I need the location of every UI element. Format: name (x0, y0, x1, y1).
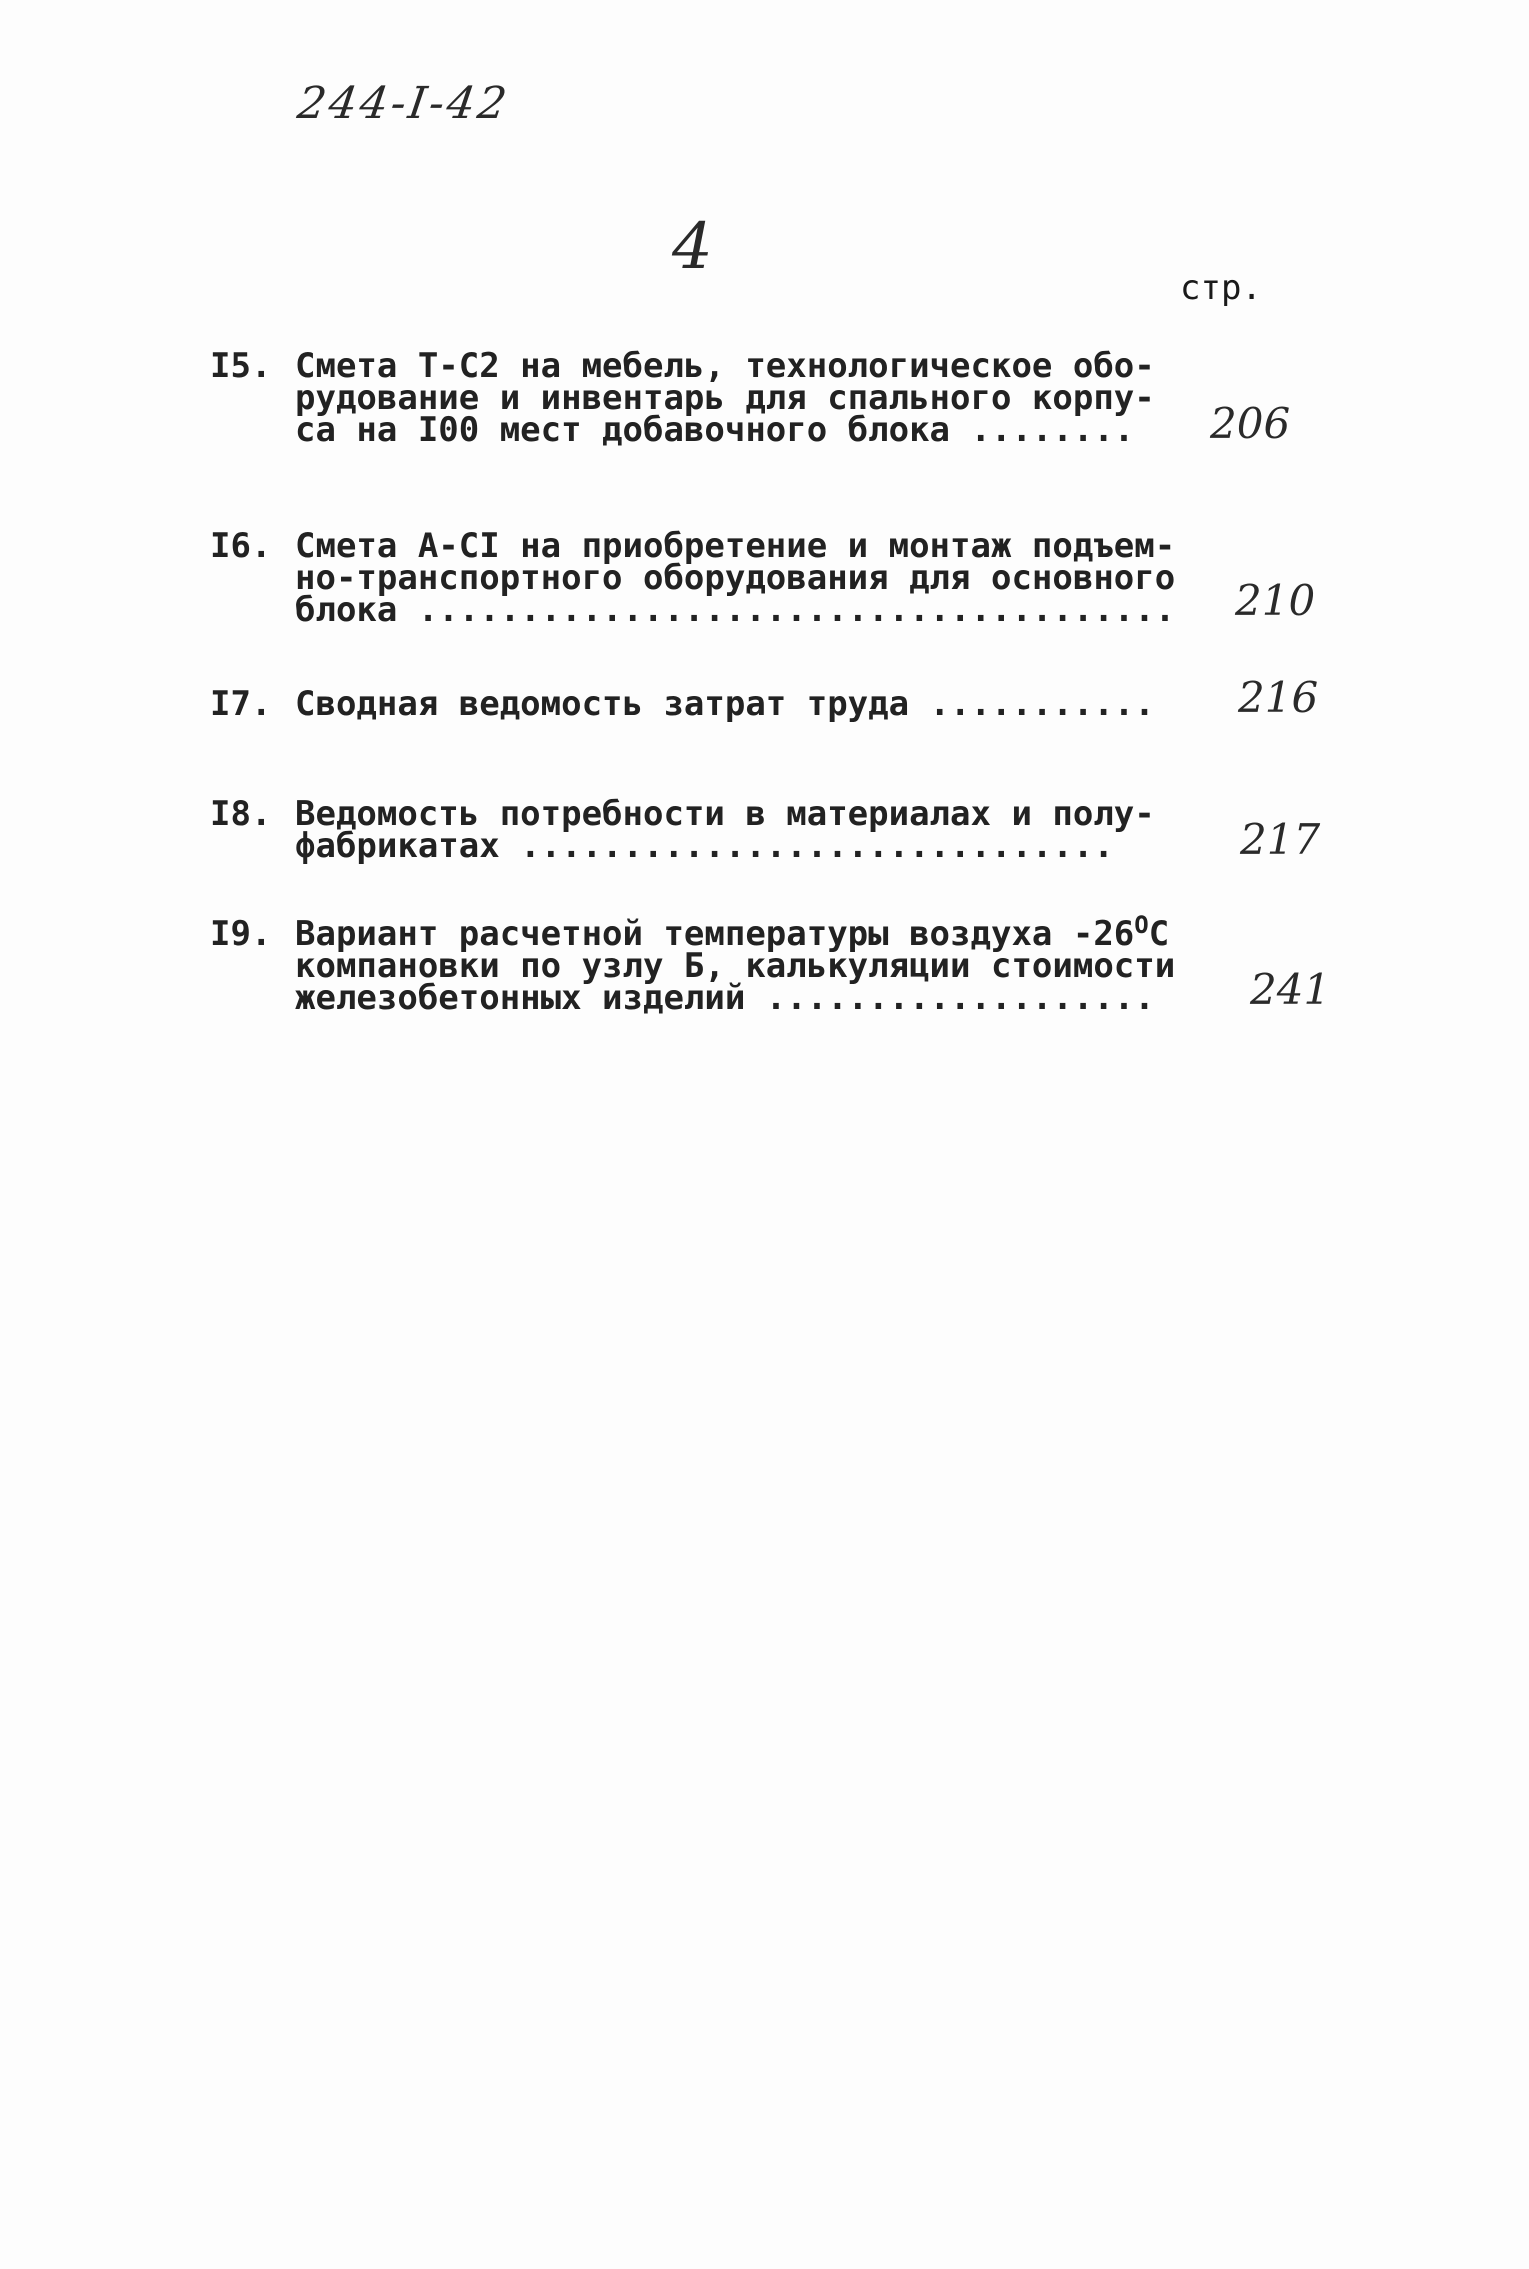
entry-line: Смета А-CI на приобретение и монтаж подъем- (295, 526, 1176, 566)
entry-page: 241 (1250, 965, 1331, 1014)
toc-entry (210, 346, 1291, 460)
entry-line: но-транспортного оборудования для основного (295, 558, 1176, 598)
entry-line-text: Вариант расчетной температуры воздуха -26 (295, 914, 1135, 954)
toc-entry (210, 673, 1319, 738)
entry-text (295, 911, 1295, 1018)
entry-page: 216 (1238, 673, 1319, 722)
entry-number: I6. (210, 526, 272, 566)
document-code: 244-I-42 (294, 78, 513, 129)
entry-line: Ведомость потребности в материалах и полу- (295, 794, 1155, 834)
toc-entry (210, 911, 1331, 1028)
page-column-label: стр. (1180, 268, 1262, 308)
entry-text (295, 794, 1295, 866)
entry-line: Сводная ведомость затрат труда ........... (295, 684, 1155, 724)
toc-entry (210, 526, 1316, 640)
entry-text (295, 346, 1295, 450)
unit-letter: C (1148, 914, 1170, 954)
entry-page: 217 (1240, 815, 1321, 864)
entry-line: блока ..................................... (295, 590, 1176, 630)
page-number: 4 (672, 210, 713, 284)
entry-page: 206 (1210, 399, 1291, 448)
entry-line: Смета Т-С2 на мебель, технологическое обо- (295, 346, 1155, 386)
entry-number: I5. (210, 346, 272, 386)
entry-line: компановки по узлу Б, калькуляции стоимости (295, 946, 1176, 986)
entry-line: фабрикатах ............................. (295, 826, 1114, 866)
entry-line: железобетонных изделий ................... (295, 978, 1155, 1018)
entry-number: I8. (210, 794, 272, 834)
entry-page: 210 (1235, 576, 1316, 625)
toc-entry (210, 794, 1321, 878)
entry-number: I7. (210, 684, 272, 724)
entry-line: рудование и инвентарь для спального корпу- (295, 378, 1155, 418)
entry-line: са на I00 мест добавочного блока ........ (295, 410, 1135, 450)
entry-text (295, 526, 1295, 630)
entry-number: I9. (210, 914, 272, 954)
degree-symbol: O (1134, 911, 1149, 939)
